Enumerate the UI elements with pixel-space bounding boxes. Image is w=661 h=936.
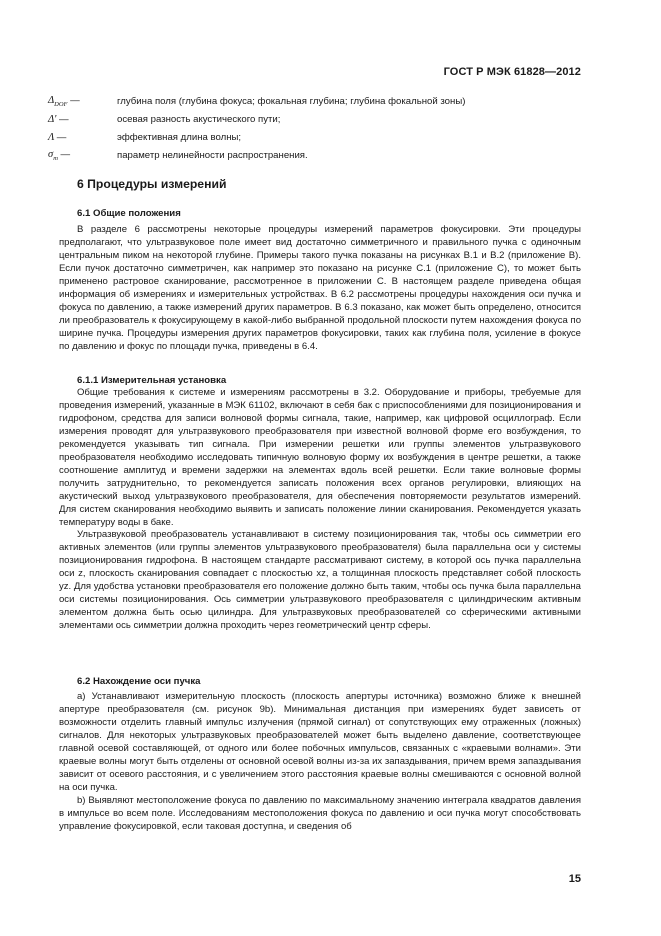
definition-symbol: Δ' — (48, 113, 69, 125)
definition-item (48, 147, 588, 165)
definition-item (48, 110, 588, 128)
standard-header: ГОСТ Р МЭК 61828—2012 (443, 66, 581, 78)
definition-symbol: $\sigma_m$ — (48, 149, 71, 163)
definition-item (48, 92, 588, 110)
subsection-title: 6.2 Нахождение оси пучка (77, 676, 201, 687)
definition-text: глубина поля (глубина фокуса; фокальная глубина; глубина фокальной зоны) (117, 95, 466, 107)
page-number: 15 (568, 873, 581, 885)
definition-item (48, 128, 588, 146)
definition-text: эффективная длина волны; (117, 131, 242, 143)
definition-symbol: $\Delta_{DOF}$ — (48, 94, 80, 108)
definition-text: параметр нелинейности распространения. (117, 150, 308, 162)
subsection-title: 6.1 Общие положения (77, 208, 181, 219)
paragraph: Общие требования к системе и измерениям рассмотрены в 3.2. Оборудование и приборы, требуемые для проведения измерений, указанные в МЭК 61102, включают в себя бак с приспособлениями для позиционирования и гидрофоном, средства для записи волновой формы сигнала, такие, например, как цифровой осциллограф. Если измерения проводят для ультразвукового преобразователя при известной волновой форме его возбуждения, то рекомендуется указывать тип сигнала. При измерении решетки или группы элементов ультразвукового преобразователя необходимо исследовать типичную волновую форму их возбуждения в центре решетки, а также соотношение амплитуд и времени задержки на элементах вдоль всей решетки. Если такие волновые формы получить затруднительно, то рекомендуется записать положения всех органов регулировки, влияющих на акустический выход ультразвукового преобразователя, для обеспечения повторяемости результатов измерений. Для систем сканирования необходимо выявить и записать положение линии сканирования. Рекомендуется указать температуру воды в баке. (59, 387, 581, 528)
definition-symbol: Λ — (48, 131, 67, 143)
paragraph: b) Выявляют местоположение фокуса по давлению по максимальному значению интеграла квадратов давления в импульсе во всем поле. Исследованиям местоположения фокуса по давлению и оси пучка могут способствовать управление фокусировкой, если таковая доступна, и сведения об (59, 794, 581, 832)
definition-text: осевая разность акустического пути; (117, 113, 281, 125)
definitions-list (48, 92, 588, 165)
paragraph: Ультразвуковой преобразователь устанавливают в систему позиционирования так, чтобы ось симметрии его активных элементов (или группы элементов ультразвукового преобразователя) была параллельна оси y системы позиционирования гидрофона. В настоящем стандарте рассматривают систему, в которой ось пучка параллельна оси z, плоскость сканирования совпадает с плоскостью xz, а толщинная плоскость представляет собой плоскость yz. Для удобства установки преобразователя его положение должно быть таким, чтобы ось пучка была параллельна оси системы позиционирования. Ось симметрии ультразвукового преобразователя с цилиндрическим активным элементом должна быть осью цилиндра. Для ультразвуковых преобразователей со сферическими активными элементами ось симметрии должна проходить через геометрический центр сферы. (59, 529, 581, 632)
subsection-title: 6.1.1 Измерительная установка (77, 375, 227, 386)
body-block-6-1-1 (59, 387, 581, 633)
paragraph: а) Устанавливают измерительную плоскость (плоскость апертуры источника) возможно ближе к внешней апертуре преобразователя (см. рисунок 9b). Минимальная дистанция при измерениях будет зависеть от возможности отделить главный импульс излучения (прямой сигнал) от сопутствующих ему отраженных (ложных) сигналов. Для некоторых ультразвуковых преобразователей может быть выделено давление, соответствующее главной осевой составляющей, от одного или более побочных импульсов, связанных с «краевыми волнами». Эти краевые волны могут быть отделены от основной осевой волны из-за их запаздывания, причем время запаздывания зависит от осевого расстояния, и с увеличением этого расстояния краевые волны смешиваются с основной волной на оси пучка. (59, 691, 581, 793)
section-title: 6 Процедуры измерений (77, 177, 227, 191)
body-block-6-1 (59, 224, 581, 354)
body-block-6-2 (59, 691, 581, 833)
paragraph: В разделе 6 рассмотрены некоторые процедуры измерений параметров фокусировки. Эти процедуры предполагают, что ультразвуковое поле имеет вид достаточно симметричного и правильного пучка с одиночным центральным пиком на некоторой глубине. Примеры такого пучка показаны на рисунках В.1 и В.2 (приложение В). Если пучок достаточно симметричен, как например это показано на рисунке С.1 (приложение С), то может быть применено растровое сканирование, рассмотренное в приложении С. В настоящем разделе приведена общая информация об измерениях и измерительных устройствах. В 6.2 рассмотрены процедуры нахождения оси пучка и фокуса по давлению, а также измерений других параметров. В 6.3 показано, как может быть определено, относится ли преобразователь к фокусирующему в какой-либо выбранной продольной плоскости путем нахождения фокуса по ширине пучка. Процедуры измерения других параметров фокусировки, таких как глубина поля, усиление в фокусе по давлению и фокус по площади пучка, приведены в 6.4. (59, 224, 581, 352)
